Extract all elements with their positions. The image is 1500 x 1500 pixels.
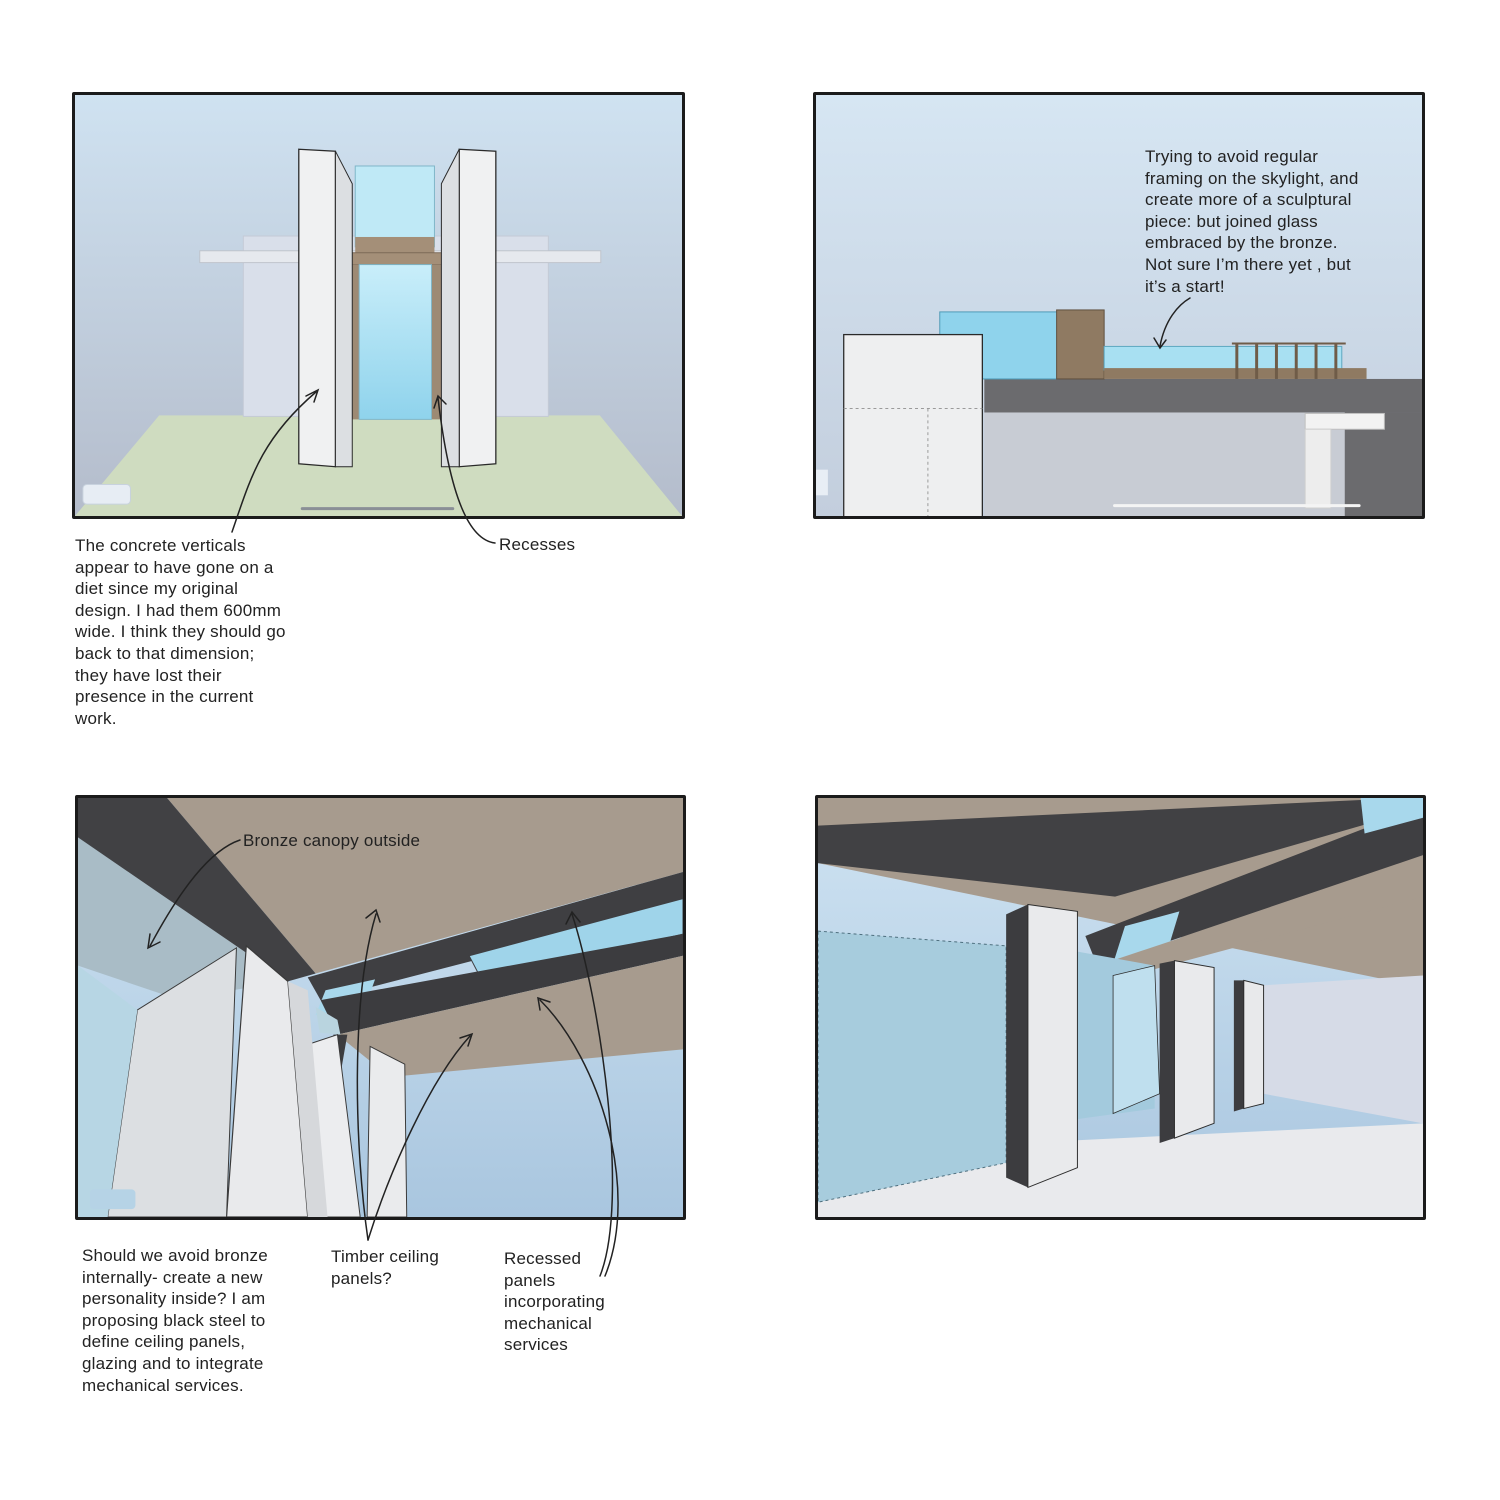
interior-ceiling-panel [75, 795, 686, 1220]
interior-room-sketch [818, 798, 1423, 1217]
note-timber-panels: Timber ceiling panels? [331, 1247, 439, 1288]
note-concrete-verticals: The concrete verticals appear to have gone on a diet since my original design. I had them 600mm wide. I think they should go back to that dimension; they have lost their presence in the current work. [75, 536, 286, 728]
front-elevation-sketch [75, 95, 682, 516]
interior-ceiling-sketch [78, 798, 683, 1217]
note-recessed-panels: Recessed panels incorporating mechanical services [504, 1249, 605, 1355]
note-recesses: Recesses [499, 535, 576, 554]
interior-room-panel [815, 795, 1426, 1220]
note-skylight: Trying to avoid regular framing on the skylight, and create more of a sculptural piece: but joined glass embraced by the bronze. Not sure I’m there yet , but it’s a start! [1145, 147, 1359, 296]
note-bronze-canopy: Bronze canopy outside [243, 831, 421, 850]
front-elevation-panel [72, 92, 685, 519]
note-bronze-internal: Should we avoid bronze internally- create a new personality inside? I am proposing black steel to define ceiling panels, glazing and to integrate mechanical services. [82, 1246, 268, 1395]
